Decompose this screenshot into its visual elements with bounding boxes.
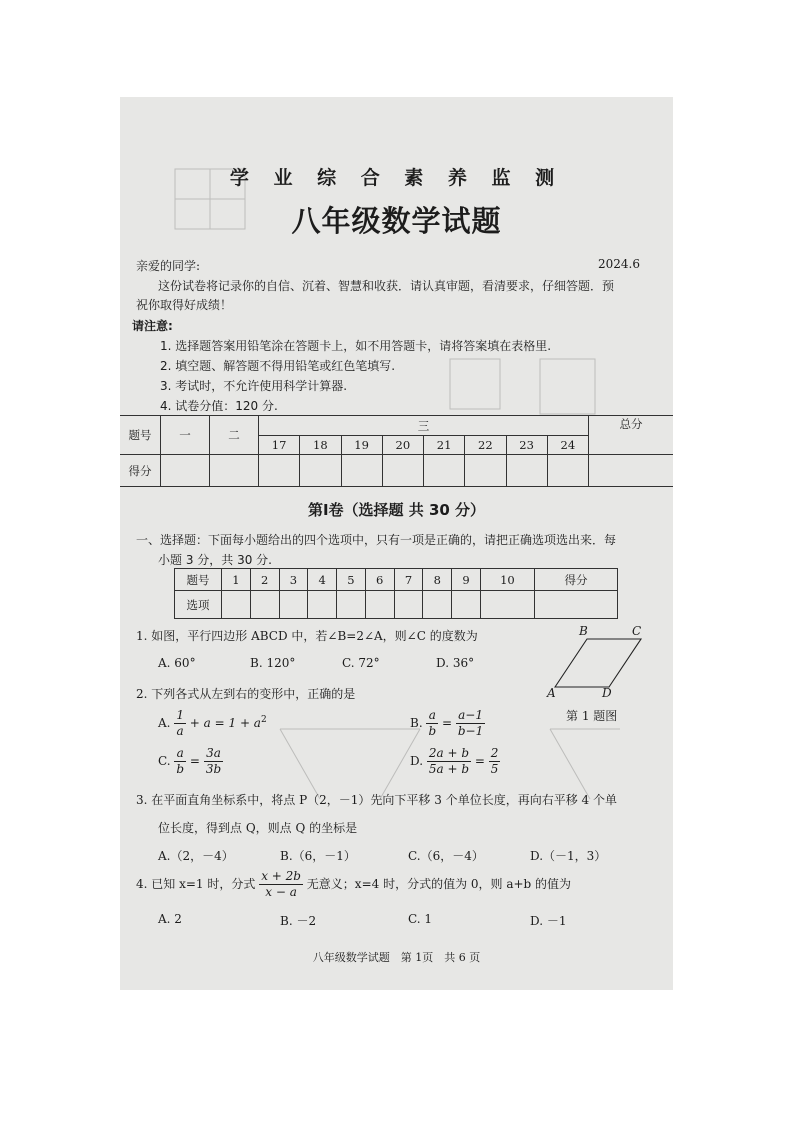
figure-label-b: B bbox=[579, 624, 588, 638]
frac-num: a−1 bbox=[456, 708, 485, 724]
score-cell[interactable] bbox=[424, 455, 465, 487]
notice-item: 3. 考试时，不允许使用科学计算器. bbox=[160, 379, 348, 393]
frac-num: 2a + b bbox=[428, 746, 469, 760]
exam-title: 八年级数学试题 bbox=[291, 204, 502, 238]
expr-sup: 2 bbox=[260, 715, 267, 725]
answer-cell[interactable] bbox=[250, 591, 279, 619]
score-cell[interactable] bbox=[300, 455, 341, 487]
q3-option-a: A.（2，－4） bbox=[158, 849, 234, 863]
greeting: 亲爱的同学: bbox=[136, 259, 201, 273]
q4-pre: 4. 已知 x=1 时，分式 bbox=[136, 877, 256, 891]
parallelogram-figure bbox=[545, 637, 645, 695]
answer-num: 2 bbox=[250, 569, 279, 591]
answer-cell[interactable] bbox=[534, 591, 617, 619]
intro-text-line1: 这份试卷将记录你的自信、沉着、智慧和收获．请认真审题，看清要求，仔细答题．预 bbox=[158, 279, 615, 293]
score-subcol: 18 bbox=[300, 436, 341, 455]
q2-option-d bbox=[410, 746, 500, 777]
exam-date: 2024.6 bbox=[598, 257, 640, 271]
q1-option-c: C. 72° bbox=[342, 656, 380, 670]
score-cell[interactable] bbox=[382, 455, 423, 487]
score-col-3: 三 bbox=[259, 416, 589, 436]
figure-caption: 第 1 题图 bbox=[566, 709, 618, 723]
notice-title: 请注意: bbox=[132, 319, 173, 333]
frac-den: 5 bbox=[490, 762, 499, 776]
score-cell[interactable] bbox=[465, 455, 506, 487]
frac-den: b bbox=[176, 762, 185, 776]
score-cell[interactable] bbox=[589, 455, 674, 487]
exam-series-title: 学 业 综 合 素 养 监 测 bbox=[229, 167, 564, 189]
frac-num: 1 bbox=[176, 708, 184, 722]
notice-item: 4. 试卷分值：120 分. bbox=[160, 399, 278, 413]
answer-num: 8 bbox=[423, 569, 452, 591]
intro-text-line2: 祝你取得好成绩！ bbox=[136, 298, 233, 312]
q1-option-b: B. 120° bbox=[250, 656, 296, 670]
score-table bbox=[120, 415, 673, 487]
frac-den: x − a bbox=[265, 885, 297, 899]
score-table-label-score: 得分 bbox=[120, 455, 161, 487]
score-cell[interactable] bbox=[161, 455, 210, 487]
q1-option-d: D. 36° bbox=[436, 656, 475, 670]
section-title: 第Ⅰ卷（选择题 共 30 分） bbox=[307, 501, 486, 519]
frac-num: 3a bbox=[204, 746, 223, 762]
answer-num: 5 bbox=[337, 569, 366, 591]
score-subcol: 22 bbox=[465, 436, 506, 455]
score-col-1: 一 bbox=[161, 416, 210, 455]
q2-option-a bbox=[158, 708, 267, 739]
q3-option-c: C.（6，－4） bbox=[408, 849, 484, 863]
answer-cell[interactable] bbox=[222, 591, 251, 619]
q3-stem-line2: 位长度，得到点 Q，则点 Q 的坐标是 bbox=[158, 821, 358, 835]
q1-option-a: A. 60° bbox=[158, 656, 196, 670]
notice-item: 1. 选择题答案用铅笔涂在答题卡上，如不用答题卡，请将答案填在表格里. bbox=[160, 339, 552, 353]
q1-stem: 1. 如图，平行四边形 ABCD 中，若∠B=2∠A，则∠C 的度数为 bbox=[136, 629, 478, 643]
instruction-line2: 小题 3 分，共 30 分. bbox=[158, 553, 272, 567]
equals: = bbox=[441, 716, 453, 730]
score-subcol: 23 bbox=[506, 436, 547, 455]
frac-num: a bbox=[426, 708, 438, 724]
q2-option-c bbox=[158, 746, 223, 777]
q2-option-b bbox=[410, 708, 485, 739]
q3-option-d: D.（－1，3） bbox=[530, 849, 607, 863]
q4-post: 无意义；x=4 时，分式的值为 0，则 a+b 的值为 bbox=[306, 877, 572, 891]
exam-paper bbox=[120, 97, 673, 990]
answer-table bbox=[174, 568, 618, 619]
score-subcol: 21 bbox=[424, 436, 465, 455]
q4-option-c: C. 1 bbox=[408, 912, 433, 926]
q4-option-a: A. 2 bbox=[158, 912, 182, 926]
frac-num: a bbox=[174, 746, 186, 762]
score-table-label-number: 题号 bbox=[120, 416, 161, 455]
score-subcol: 20 bbox=[382, 436, 423, 455]
option-label: C. bbox=[158, 754, 171, 768]
frac-den: b bbox=[428, 724, 437, 738]
answer-num: 9 bbox=[452, 569, 481, 591]
score-subcol: 24 bbox=[547, 436, 588, 455]
answer-table-score: 得分 bbox=[534, 569, 617, 591]
expr: + a = 1 + a bbox=[189, 716, 261, 730]
q4-option-d: D. －1 bbox=[530, 914, 567, 928]
answer-num: 3 bbox=[279, 569, 308, 591]
answer-num: 7 bbox=[394, 569, 423, 591]
figure-label-a: A bbox=[547, 686, 556, 700]
answer-cell[interactable] bbox=[337, 591, 366, 619]
q4-option-b: B. －2 bbox=[280, 914, 317, 928]
answer-num: 6 bbox=[365, 569, 394, 591]
frac-den: a bbox=[176, 724, 184, 738]
score-cell[interactable] bbox=[341, 455, 382, 487]
q3-option-b: B.（6，－1） bbox=[280, 849, 356, 863]
answer-cell[interactable] bbox=[423, 591, 452, 619]
page-footer: 八年级数学试题 第 1页 共 6 页 bbox=[312, 951, 481, 964]
frac-num: 2 bbox=[490, 746, 499, 760]
answer-num: 10 bbox=[480, 569, 534, 591]
answer-cell[interactable] bbox=[279, 591, 308, 619]
score-cell[interactable] bbox=[547, 455, 588, 487]
option-label: A. bbox=[158, 716, 171, 730]
instruction-line1: 一、选择题：下面每小题给出的四个选项中，只有一项是正确的，请把正确选项选出来．每 bbox=[136, 533, 617, 547]
answer-table-label-number: 题号 bbox=[175, 569, 222, 591]
answer-num: 4 bbox=[308, 569, 337, 591]
score-col-total: 总分 bbox=[589, 416, 674, 455]
score-cell[interactable] bbox=[259, 455, 300, 487]
answer-cell[interactable] bbox=[452, 591, 481, 619]
q4-stem bbox=[136, 869, 571, 900]
q3-stem-line1: 3. 在平面直角坐标系中，将点 P（2，－1）先向下平移 3 个单位长度，再向右平移 4 个单 bbox=[136, 793, 617, 807]
answer-table-label-option: 选项 bbox=[175, 591, 222, 619]
figure-label-d: D bbox=[602, 686, 612, 700]
option-label: D. bbox=[410, 754, 424, 768]
score-cell[interactable] bbox=[210, 455, 259, 487]
answer-cell[interactable] bbox=[394, 591, 423, 619]
option-label: B. bbox=[410, 716, 423, 730]
frac-den: 3b bbox=[205, 762, 222, 776]
answer-cell[interactable] bbox=[365, 591, 394, 619]
frac-den: b−1 bbox=[457, 724, 484, 738]
frac-den: 5a + b bbox=[428, 762, 469, 776]
notice-item: 2. 填空题、解答题不得用铅笔或红色笔填写. bbox=[160, 359, 396, 373]
score-subcol: 17 bbox=[259, 436, 300, 455]
score-subcol: 19 bbox=[341, 436, 382, 455]
equals: = bbox=[474, 754, 485, 768]
q2-stem: 2. 下列各式从左到右的变形中，正确的是 bbox=[136, 687, 356, 701]
score-cell[interactable] bbox=[506, 455, 547, 487]
frac-num: x + 2b bbox=[261, 869, 301, 883]
equals: = bbox=[189, 754, 200, 768]
score-col-2: 二 bbox=[210, 416, 259, 455]
answer-num: 1 bbox=[222, 569, 251, 591]
figure-label-c: C bbox=[632, 624, 642, 638]
answer-cell[interactable] bbox=[308, 591, 337, 619]
answer-cell[interactable] bbox=[480, 591, 534, 619]
